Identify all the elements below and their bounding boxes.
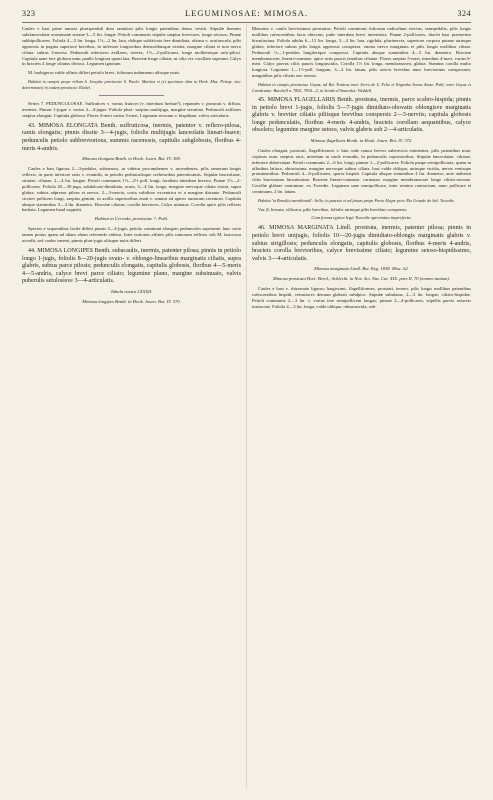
running-title: LEGUMINOSAE: MIMOSA. — [185, 8, 308, 18]
species-43-habitat: Habitat in Cerrado, provinciae ?: Pohl. — [94, 216, 169, 222]
right-page-number: 324 — [457, 8, 471, 18]
left-habitat-note: Habitat in campis prope villam S. Josephe provinciae S. Paulo: Martius et (ei specimen olim in Herb. Mus. Petrop. vice determinavi) in eadem provincia: Riedel. — [22, 79, 241, 90]
species-46-heading: 46. MIMOSA MARGINATA Lindl. prostrata, inermis, patenter pilosa; pinnis in petiolo brevi unijugis, foliolis 10—20-jugis dimidiato-oblongis marginatis glabris v. subtus strigillosis; pedunculis elongatis, capitulis globosis, floribus 4-meris 4-andris, bracteis corolla brevioribus, calyce brevissime ciliato; legumine setoso-hispidissimo, valvis 3—4-articulatis. — [252, 225, 471, 262]
section-divider — [99, 95, 165, 96]
species-46-description: Caules e basi v. rhizomate lignoso longissimi, flagelliformes, prostrati, teretes, pilis longis mollibus patentibus rufescentibus hispidi, vetustiores demum glabrati subdpice. Stipulæ subulatae, 2—3 lin. longae, ciliato-hispidae. Petioli communis 2—3 lin. v. varius fere semipollicem longus; pinnae 2—4-pollicares, stipellis parvis setaceis instructae. Foliola 4—3 lin. longa, valde obliqua, obtusiuscula, sub- — [252, 286, 471, 309]
species-46-reference-2: Mimosa prostrata Hort. Berol.; Schlecht. in Nov. Act. Nat. Cur. XIX. pars II. 70 (nomen tantum). — [272, 276, 451, 282]
right-column — [252, 26, 471, 786]
species-45-reference: Mimosa flagellaris Benth. in Hook. Journ. Bot. IV. 372. — [310, 137, 413, 143]
left-paragraph-1: Caules v basi pæne ramosi plurisperduli dura ramulosi pilis longis patentibus denso vestiti. Stipulæ lineares subrlanceolatæ acuminatæ striatæ 3—5 lin. longæ. Petioli communis stipulis saepius breviores, longe setosos; Pinnæ subbipollicares. Foliola 4—5 lin. longa, 1½—2 lin. lata, oblique subfalcata fere dimidiata, obtusa v. acutiuscula, pilis appressis in pagina superiore brevibus, in inferiore longioribus densioribusque vestita, margine ciliata et non nervo ciliata, subtus 3-nervia. Pedunculi inferiores axillares, teretes, 1½—2-pollicares, longe mollitereque rufo-pilosi. Capitula nane fere globosa nunc paullo longiora quam lata. Bracteæ longe ciliatæ, ut cilia vix corollam superant. Calyx in bracteis 4 longe ciliatus divisus. Legumen ignotum. — [22, 26, 241, 67]
header-rule — [22, 22, 471, 23]
series-description: Series 7. PEDUNCULOSAE. Suffrutices v. varius frutices (v. interdum herbae?), reptantes v. prostrati v. diffusi, inermes. Pinnae 1-jugae v. varius 2—4-jugae. Foliola pluri- saepius multijuga, margine serrulata. Pedunculi axillares saepius elongati. Capitula globosa. Flores 4-meri varius 5-meri. Legumen setosum v. hispidum, valvis articulatis. — [22, 101, 241, 118]
left-page-number: 323 — [22, 8, 36, 18]
species-43-reference: Mimosa elongata Benth. in Hook. Journ. Bot. IV. 369. — [82, 156, 181, 162]
species-43-note: Species e sequentibus facile differt pinnis 3—4-jugis, petiolo communi elongato pedunculos superante; huic certe tamen potius quam ad aliam aliam referenda videtur. Inter notiones affines pilis ramorum reflexis soli M. lasiocosa accedit, sed caules inermi, pinnis pluri-jugis aliisque notis differt. — [22, 226, 241, 244]
page-fold — [246, 24, 247, 788]
variety-beta: Var. β. hirsuta, villosior, pilis brevibus, foliolis utrinque pilis brevibus conspersis. — [258, 206, 408, 212]
species-43-description: Caules e basi lignosa 2—3-pedales, subramosi, ut videtur procumbentes v. ascendentes, pilis ramorum longis reflexis, in parte inferiore raris v. evanidis, in petiolis pedunculisque crebrioribus patentissimis. Stipulæ lanceolatae, striatae, ciliatae, 2—4 lin. longae. Petioli communis 1½—2½ poll. longi, foraliam interdum brevior. Pinnæ 1½—2-pollicares. Foliola 20—30-juga, subdalcato-dimidiata, acuta, 3—4 lin. longa, margine nervoque ciliata cincta, supra glabra, subtus adpresse pilosa et nervis, 2—3-nervia, costa validiore excentrica et a margine distante. Pedunculi circiter pollicem longi, saepius gemini, in axillis superioribus enati v. summi ad apices ramorum racemosi. Capitula absque staminibus 3—4 lin. diametro. Bracteæ ciliatae, corolla breviores. Calyx minutus. Corolla apice pilis reflexis barbata. Legumen haud suppetit. — [22, 166, 241, 213]
species-44-reference: Mimosa longipes Benth. in Hook. Journ. Bot. IV. 370. — [82, 298, 181, 304]
right-habitat-note: Habitat in campis provinciae Goyaz, ad Rio Tratiras inter Serra de S. Felix et Engenho Scuva Anna: Pohl; inter Goyaz et Cavalcante: Burchell n. 7802, 7834—2; in Sertão d'Amarales: Weddell. — [252, 82, 471, 93]
left-paragraph-2: M. barbigeras valde affinis differt petiolo brevi, foliorum indumento aliisque notis. — [28, 70, 181, 76]
running-header — [22, 6, 471, 20]
species-45-description: Caules elongati, prostrati, flagelliformes v. hinc inde ramos breves suberectos emittentes, pilis patentibus nunc copiosis nunc saepius raris, interdum in caule evanidis, in pedunculis copiosioribus. Stipulæ lanceolatae, ciliatae, inferiore abbreviatae. Petioli communis 2—6 lin. longi; pinnae 1—2-pollicares. Foliola paupe semipollicaria, quam in affinibus latiora, obtusissima, margine nervoque subtus ciliata, basi valde obliqua, utrinque viridia, nervis venisque prominentibus. Pedunculi 4—6-pollicares, sparse hispidi. Capitula absque staminibus 4 lin. diametro, ante anthesin ciliis bractearum hirsutissima. Bracteæ lineari-cuneatae, carinatae, margine membranaceae longe ciliato-setosae. Corollæ glabrae carmineae, ex Tweedie. Legumen sane semipollicare, inter semina contractum, nunc pollicare et continuum, 2 lin. latum. — [252, 147, 471, 195]
species-44-heading: 44. MIMOSA LONGIPES Benth. subacaulis, inermis, patenter pilosa; pinnis in petiolo longo 1-jugis, foliolis 8—20-jugis ovato- v. oblongo-linearibus marginatis ciliatis, supra glabris, subtus parce pilosis; pedunculis elongatis, capitulis globosis, floribus 4—5-meris 4—5-andris, calyce brevi parce ciliato; legumine plano, margine subsinuato, valvis puberulis setulosisve 3—4-articulatis. — [22, 247, 241, 285]
species-44-plate: Tabula nostra LXXXII. — [110, 288, 153, 294]
species-43-heading: 43. MIMOSA ELONGATA Benth. suffruticosa, inermis, patentor v. reflexo-pilosa, ramis elongatis; pinnis dissite 3—4-jugis, foliolis multijugis lanceolatis lineari-buave; pedunculis petiolo subbreviorious, summis racemosis, capitulis subglobosis, floribus 4-meris 4-andris. — [22, 122, 241, 152]
left-column — [22, 26, 241, 786]
species-45-habitat: Habitat 'in Brasilia meridionali': Sello; in pascuis et ad fossas prope Porto Alegre prov. Rio Grande do Sul: Tweedie. — [258, 198, 455, 204]
variety-note: Cum forma typica legit Tweedie specimina imperfecta. — [311, 215, 412, 221]
right-paragraph-1: Rhizoma v. caulis brevissimus prostratus. Petioli communis foliorum radicalium erectus, semipedalis, pilis longis mollibus rufescentibus laxis obtectus, pube interdum brevi intermixta. Pinnæ 2-pollicares, rhachi basi praesertim hirsutissima. Foliola adulta 6—12 lin. longa, 3—4 lin. lata, rigidula, plurinervia, superiore corpora pinnae utrinque glabra, inferiore subtus pilis longis appressis conspersa, omnia nervo marginata et pilis longis mollibus ciliata. Pedunculi ⅓—1-pedales longiterique compressi. Capitula absque staminibus 4—5 lin. diametro. Bracteæ membranaceae, lineari-cuneatae, apice setis paucis tenuibus ciliatae. Flores saepius 5-meri, interdum 4-meri, varius 6-meri. Calyx parvus ciliis paucis longiusculis. Corolla 1½ lin. longa, membranacea, glabra. Stamina corolla multo longiora. Legumen 1—1½-poll. longum, 3—4 lin. latum, pilis sericis brevibus nunc brevissimis conspersum, marginibus pilis ciliatis nec setosis. — [252, 26, 471, 79]
species-46-reference-1: Mimosa marginata Lindl. Bot. Reg. 1838. Misc. 62. — [314, 266, 409, 272]
species-45-heading: 45. MIMOSA FLAGELLARIS Benth. prostrata, inermis, parce scabro-hispida; pinnis in petiolo brevi 1-jugis, foliolis 5—7-jugis dimidiato-obovatis oblongisve marginatis glabris v. breviter ciliatis piliisque brevibus conspersis 2—3-nerviis; capitula globosis longe pedunculatis, floribus 4-meris 4-andris, bracteis corollam aequantibus, calyce obsoleto; legumine margine setoso, valvis glabris sub 2—4-articulatis. — [252, 96, 471, 134]
